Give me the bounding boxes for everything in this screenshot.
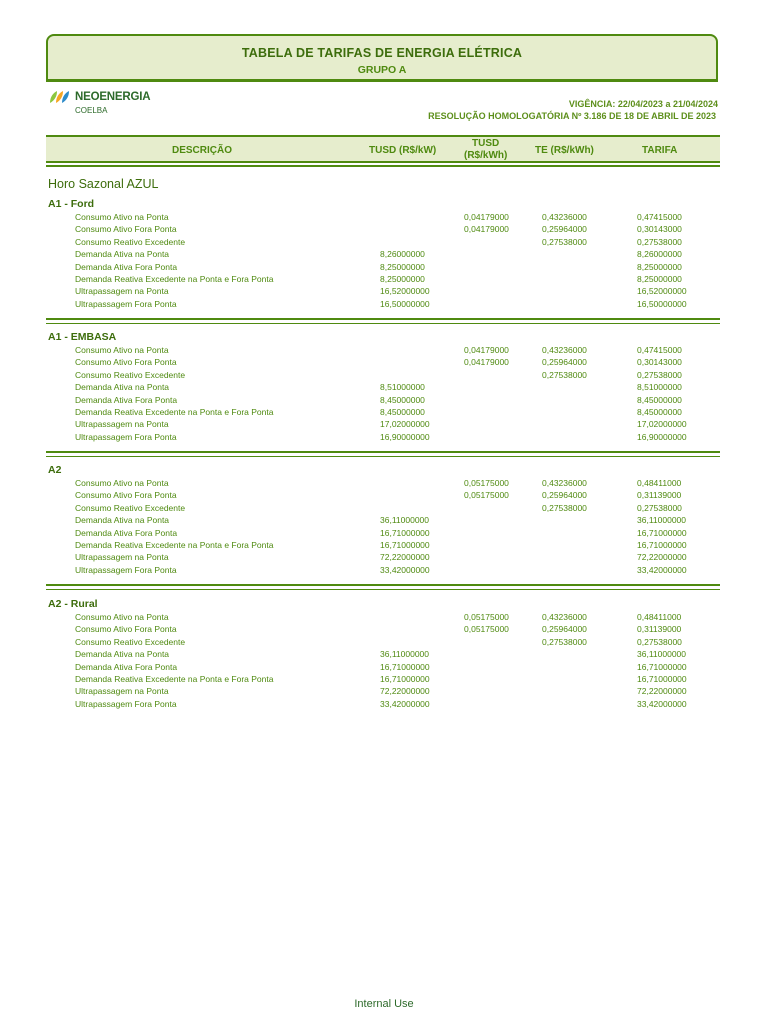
cell-tarifa: 33,42000000 [637,698,687,709]
cell-tusd-kw: 33,42000000 [380,564,430,575]
cell-tusd-kw: 36,11000000 [380,649,430,660]
cell-tarifa: 0,47415000 [637,212,682,222]
cell-te: 0,43236000 [542,345,587,355]
cell-tarifa: 8,26000000 [637,249,682,260]
cell-descricao: Ultrapassagem Fora Ponta [75,431,177,442]
table-row [0,686,768,698]
table-row [0,637,768,649]
section-title: A1 - Ford [48,198,95,210]
cell-tusd-kwh: 0,05175000 [464,612,509,622]
section-title: A2 - Rural [48,598,98,610]
cell-tarifa: 0,27538000 [637,236,682,247]
col-te: TE (R$/kWh) [535,145,594,156]
section-divider [46,584,720,590]
cell-descricao: Demanda Ativa na Ponta [75,249,170,260]
cell-descricao: Ultrapassagem na Ponta [75,419,169,430]
table-row [0,345,768,357]
table-row [0,274,768,286]
cell-descricao: Ultrapassagem na Ponta [75,686,169,697]
cell-tarifa: 16,52000000 [637,286,687,297]
table-row [0,262,768,274]
cell-descricao: Ultrapassagem na Ponta [75,552,169,563]
table-row [0,395,768,407]
cell-descricao: Ultrapassagem Fora Ponta [75,698,177,709]
table-row [0,382,768,394]
cell-descricao: Demanda Reativa Excedente na Ponta e Fora Ponta [75,540,274,550]
logo-brand-sub: COELBA [75,106,108,115]
cell-tarifa: 33,42000000 [637,564,687,575]
resolution-text: RESOLUÇÃO HOMOLOGATÓRIA Nº 3.186 DE 18 DE ABRIL DE 2023 [428,111,716,121]
col-tusd-kwh-line2: (R$/kWh) [464,150,508,161]
cell-tarifa: 0,31139000 [637,624,682,635]
cell-descricao: Demanda Ativa na Ponta [75,515,170,526]
table-row [0,237,768,249]
cell-tarifa: 0,30143000 [637,357,682,368]
cell-te: 0,43236000 [542,478,587,488]
column-header-bar [46,135,720,163]
cell-tarifa: 16,90000000 [637,431,687,442]
table-row [0,540,768,552]
cell-te: 0,25964000 [542,624,587,635]
cell-tarifa: 0,27538000 [637,636,682,647]
cell-tarifa: 16,50000000 [637,298,687,309]
cell-tusd-kw: 8,51000000 [380,382,425,393]
cell-tusd-kwh: 0,05175000 [464,478,509,488]
table-row [0,478,768,490]
cell-te: 0,27538000 [542,236,587,247]
col-tusd-kwh-line1: TUSD [472,138,500,149]
cell-descricao: Consumo Ativo na Ponta [75,212,169,222]
cell-tarifa: 36,11000000 [637,649,687,660]
cell-tarifa: 0,48411000 [637,612,682,622]
cell-descricao: Ultrapassagem Fora Ponta [75,564,177,575]
document-title: TABELA DE TARIFAS DE ENERGIA ELÉTRICA [241,46,523,60]
table-row [0,503,768,515]
cell-descricao: Demanda Ativa Fora Ponta [75,661,178,672]
cell-tusd-kw: 8,26000000 [380,249,425,260]
cell-tarifa: 72,22000000 [637,552,687,563]
leaf-logo-icon [48,90,74,104]
table-row [0,286,768,298]
cell-descricao: Ultrapassagem Fora Ponta [75,298,177,309]
cell-tarifa: 0,31139000 [637,490,682,501]
table-row [0,515,768,527]
cell-descricao: Demanda Ativa Fora Ponta [75,261,178,272]
cell-tarifa: 16,71000000 [637,527,687,538]
cell-tusd-kw: 8,45000000 [380,394,425,405]
cell-te: 0,43236000 [542,612,587,622]
cell-tusd-kw: 33,42000000 [380,698,430,709]
cell-descricao: Consumo Ativo Fora Ponta [75,624,177,635]
table-row [0,699,768,711]
cell-descricao: Demanda Reativa Excedente na Ponta e Fora Ponta [75,274,274,284]
cell-tusd-kw: 16,71000000 [380,661,430,672]
cell-te: 0,25964000 [542,224,587,235]
cell-descricao: Demanda Reativa Excedente na Ponta e Fora Ponta [75,407,274,417]
cell-tusd-kw: 16,71000000 [380,527,430,538]
table-row [0,432,768,444]
cell-tarifa: 8,25000000 [637,261,682,272]
table-row [0,528,768,540]
table-row [0,299,768,311]
cell-tarifa: 0,47415000 [637,345,682,355]
table-row [0,224,768,236]
cell-tusd-kw: 72,22000000 [380,552,430,563]
cell-descricao: Demanda Reativa Excedente na Ponta e Fora Ponta [75,674,274,684]
table-row [0,624,768,636]
section-title: A1 - EMBASA [48,331,117,343]
table-row [0,357,768,369]
cell-te: 0,43236000 [542,212,587,222]
col-descricao: DESCRIÇÃO [172,145,233,156]
cell-descricao: Consumo Ativo na Ponta [75,612,169,622]
cell-tarifa: 0,48411000 [637,478,682,488]
validity-period: VIGÊNCIA: 22/04/2023 a 21/04/2024 [568,99,718,109]
cell-tarifa: 0,30143000 [637,224,682,235]
cell-tarifa: 8,25000000 [637,274,682,284]
cell-descricao: Consumo Reativo Excedente [75,236,186,247]
table-row [0,565,768,577]
cell-tarifa: 8,45000000 [637,407,682,417]
table-row [0,490,768,502]
table-row [0,249,768,261]
cell-tusd-kw: 8,25000000 [380,261,425,272]
cell-te: 0,27538000 [542,636,587,647]
cell-tusd-kwh: 0,05175000 [464,624,509,635]
cell-tarifa: 36,11000000 [637,515,687,526]
cell-descricao: Consumo Reativo Excedente [75,369,186,380]
cell-tusd-kw: 17,02000000 [380,419,430,430]
cell-tusd-kw: 36,11000000 [380,515,430,526]
cell-tusd-kwh: 0,04179000 [464,212,509,222]
table-row [0,370,768,382]
table-row [0,662,768,674]
cell-tusd-kw: 72,22000000 [380,686,430,697]
cell-tarifa: 8,45000000 [637,394,682,405]
cell-tarifa: 17,02000000 [637,419,687,430]
cell-tarifa: 8,51000000 [637,382,682,393]
cell-tusd-kw: 8,45000000 [380,407,425,417]
cell-te: 0,25964000 [542,490,587,501]
cell-descricao: Consumo Ativo Fora Ponta [75,224,177,235]
cell-te: 0,25964000 [542,357,587,368]
col-tusd-kw: TUSD (R$/kW) [369,145,437,156]
cell-tusd-kwh: 0,04179000 [464,224,509,235]
cell-descricao: Consumo Reativo Excedente [75,502,186,513]
col-tarifa: TARIFA [642,145,678,156]
table-row [0,612,768,624]
cell-tusd-kwh: 0,05175000 [464,490,509,501]
section-divider [46,318,720,324]
tariff-header-box [46,34,718,82]
cell-te: 0,27538000 [542,369,587,380]
cell-descricao: Consumo Ativo Fora Ponta [75,357,177,368]
cell-tarifa: 16,71000000 [637,540,687,550]
cell-tusd-kwh: 0,04179000 [464,345,509,355]
cell-descricao: Demanda Ativa Fora Ponta [75,527,178,538]
cell-tarifa: 16,71000000 [637,661,687,672]
cell-tusd-kw: 16,71000000 [380,674,430,684]
document-subtitle: GRUPO A [357,64,407,76]
col-tusd-kwh [464,138,507,162]
cell-tarifa: 16,71000000 [637,674,687,684]
footer-label: Internal Use [354,998,414,1010]
logo-brand-name: NEOENERGIA [75,91,151,103]
cell-tarifa: 0,27538000 [637,502,682,513]
table-row [0,419,768,431]
cell-descricao: Consumo Ativo na Ponta [75,345,169,355]
section-divider [46,451,720,457]
cell-tusd-kw: 16,52000000 [380,286,430,297]
column-header-rule [46,165,720,167]
section-title: A2 [48,464,62,476]
cell-tusd-kw: 16,50000000 [380,298,430,309]
cell-tarifa: 0,27538000 [637,369,682,380]
cell-descricao: Demanda Ativa na Ponta [75,382,170,393]
cell-tarifa: 72,22000000 [637,686,687,697]
table-row [0,674,768,686]
table-row [0,212,768,224]
cell-descricao: Consumo Ativo Fora Ponta [75,490,177,501]
group-title: Horo Sazonal AZUL [48,177,159,191]
cell-descricao: Consumo Ativo na Ponta [75,478,169,488]
cell-tusd-kw: 8,25000000 [380,274,425,284]
table-row [0,649,768,661]
cell-tusd-kw: 16,71000000 [380,540,430,550]
table-row [0,407,768,419]
cell-descricao: Consumo Reativo Excedente [75,636,186,647]
cell-descricao: Demanda Ativa na Ponta [75,649,170,660]
cell-te: 0,27538000 [542,502,587,513]
cell-descricao: Demanda Ativa Fora Ponta [75,394,178,405]
cell-descricao: Ultrapassagem na Ponta [75,286,169,297]
cell-tusd-kwh: 0,04179000 [464,357,509,368]
table-row [0,552,768,564]
cell-tusd-kw: 16,90000000 [380,431,430,442]
